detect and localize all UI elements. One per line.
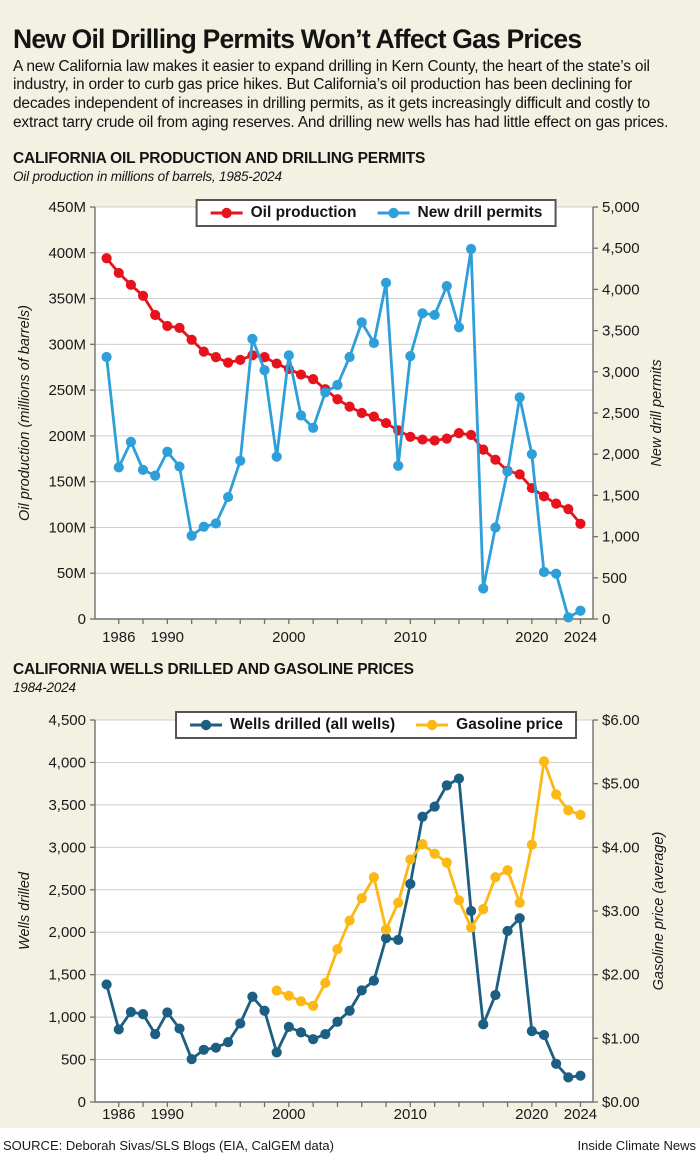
svg-text:2000: 2000	[272, 1106, 306, 1123]
source-credit: SOURCE: Deborah Sivas/SLS Blogs (EIA, CalGEM data)	[3, 1138, 334, 1153]
legend-item-oil-production	[210, 204, 357, 222]
svg-text:1986: 1986	[102, 1106, 136, 1123]
svg-text:2010: 2010	[393, 629, 428, 646]
chart2-title: CALIFORNIA WELLS DRILLED AND GASOLINE PRICES	[13, 661, 414, 678]
svg-text:500: 500	[602, 569, 628, 587]
svg-text:3,000: 3,000	[48, 839, 86, 857]
wells-gasoline-chart	[0, 700, 700, 1125]
legend-label: Wells drilled (all wells)	[230, 716, 396, 733]
svg-text:0: 0	[77, 1094, 86, 1111]
oil-production-permits-chart	[0, 190, 700, 652]
svg-text:150M: 150M	[48, 473, 86, 491]
legend-label: Gasoline price	[456, 716, 563, 733]
chart2-legend	[175, 711, 577, 739]
svg-text:400M: 400M	[48, 244, 86, 262]
svg-text:2,500: 2,500	[48, 881, 86, 899]
line-dot-marker-icon	[189, 719, 223, 731]
svg-text:350M: 350M	[48, 290, 86, 308]
svg-text:500: 500	[60, 1051, 86, 1069]
svg-text:5,000: 5,000	[602, 199, 640, 216]
svg-text:$3.00: $3.00	[602, 903, 640, 920]
legend-item-wells-drilled	[189, 716, 395, 734]
legend-label: New drill permits	[417, 204, 543, 221]
svg-text:1,000: 1,000	[48, 1009, 86, 1027]
svg-text:New drill permits: New drill permits	[649, 359, 665, 467]
legend-item-new-drill-permits	[377, 204, 543, 222]
line-dot-marker-icon	[377, 207, 411, 219]
svg-text:250M: 250M	[48, 382, 86, 400]
chart1-subtitle: Oil production in millions of barrels, 1985-2024	[13, 169, 282, 184]
svg-text:300M: 300M	[48, 336, 86, 354]
page-title: New Oil Drilling Permits Won’t Affect Gas Prices	[13, 23, 582, 54]
svg-text:Gasoline price (average): Gasoline price (average)	[651, 831, 667, 991]
svg-text:2000: 2000	[272, 629, 306, 646]
svg-text:4,500: 4,500	[48, 712, 86, 729]
svg-text:200M: 200M	[48, 427, 86, 445]
line-dot-marker-icon	[415, 719, 449, 731]
svg-text:0: 0	[77, 611, 86, 628]
svg-text:100M: 100M	[48, 519, 86, 537]
svg-text:1990: 1990	[150, 1106, 185, 1123]
svg-text:50M: 50M	[56, 565, 86, 583]
svg-text:4,000: 4,000	[602, 281, 640, 299]
svg-text:$5.00: $5.00	[602, 775, 640, 793]
svg-text:$1.00: $1.00	[602, 1030, 640, 1048]
footer-bar	[0, 1128, 700, 1163]
svg-text:$2.00: $2.00	[602, 966, 640, 984]
svg-text:1,500: 1,500	[48, 966, 86, 984]
publisher-credit: Inside Climate News	[577, 1138, 696, 1153]
svg-text:1990: 1990	[150, 629, 185, 646]
svg-text:2,000: 2,000	[602, 446, 640, 464]
svg-text:Oil production (millions of ba: Oil production (millions of barrels)	[17, 305, 33, 521]
line-dot-marker-icon	[210, 207, 244, 219]
legend-item-gasoline-price	[415, 716, 563, 734]
chart1-title: CALIFORNIA OIL PRODUCTION AND DRILLING PERMITS	[13, 150, 426, 167]
chart1-legend	[196, 199, 557, 227]
svg-text:1986: 1986	[102, 629, 136, 646]
svg-text:2010: 2010	[393, 1106, 428, 1123]
chart2-subtitle: 1984-2024	[13, 680, 76, 695]
svg-text:Wells drilled: Wells drilled	[17, 872, 33, 950]
legend-label: Oil production	[250, 204, 357, 221]
svg-text:450M: 450M	[48, 199, 86, 216]
svg-text:3,000: 3,000	[602, 363, 640, 381]
svg-text:4,500: 4,500	[602, 240, 640, 258]
svg-text:$4.00: $4.00	[602, 839, 640, 857]
svg-text:1,500: 1,500	[602, 487, 640, 505]
svg-text:1,000: 1,000	[602, 528, 640, 546]
svg-text:2024: 2024	[563, 629, 598, 646]
svg-text:2024: 2024	[563, 1106, 598, 1123]
svg-text:$0.00: $0.00	[602, 1094, 640, 1111]
svg-text:0: 0	[602, 611, 611, 628]
svg-text:2020: 2020	[515, 1106, 549, 1123]
svg-text:2020: 2020	[515, 629, 549, 646]
svg-text:3,500: 3,500	[48, 796, 86, 814]
svg-text:3,500: 3,500	[602, 322, 640, 340]
intro-paragraph: A new California law makes it easier to expand drilling in Kern County, the heart of the state’s oil industry, in order to curb gas price hikes. But California’s oil production has been declining for decades independent of increases in drilling permits, as it gets increasingly difficult and costly to extract tarry crude oil from aging reserves. And drilling new wells has had little effect on gas prices.	[13, 57, 669, 131]
svg-text:2,000: 2,000	[48, 924, 86, 942]
svg-text:$6.00: $6.00	[602, 712, 640, 729]
svg-text:4,000: 4,000	[48, 754, 86, 772]
svg-text:2,500: 2,500	[602, 405, 640, 422]
